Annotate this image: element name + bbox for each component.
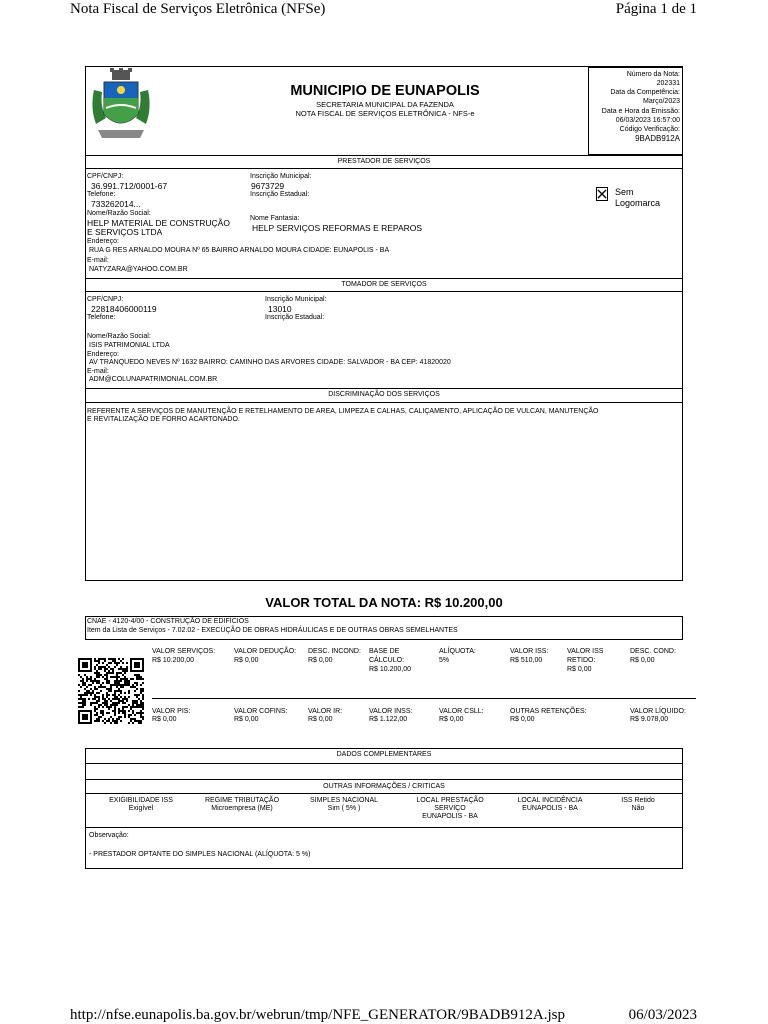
prestador-ie-label: Inscrição Estadual: xyxy=(250,191,310,198)
discriminacao-section-title: DISCRIMINAÇÃO DOS SERVIÇOS xyxy=(328,391,440,398)
tomador-im: 13010 xyxy=(268,304,292,314)
municipality-name: MUNICIPIO DE EUNAPOLIS xyxy=(290,83,480,99)
outras-info-title: OUTRAS INFORMAÇÕES / CRITICAS xyxy=(323,783,445,790)
prestador-razao-2: E SERVIÇOS LTDA xyxy=(87,227,163,237)
value-label-2: CÁLCULO: xyxy=(369,657,405,664)
dados-col-label: REGIME TRIBUTAÇÃO xyxy=(204,797,280,804)
prestador-endereco: RUA G RES ARNALDO MOURA Nº 65 BAIRRO ARNALDO MOURA CIDADE: EUNAPOLIS - BA xyxy=(89,247,390,254)
dados-col-value: EUNAPOLIS - BA xyxy=(422,813,478,820)
value-amount: R$ 0,00 xyxy=(630,657,655,664)
tomador-section-title: TOMADOR DE SERVIÇOS xyxy=(341,281,427,288)
dados-col-value: EUNAPOLIS - BA xyxy=(522,805,578,812)
note-number-label: Número da Nota: xyxy=(626,71,680,78)
prestador-im-label: Inscrição Municipal: xyxy=(250,173,312,180)
note-number: 202331 xyxy=(656,80,680,87)
no-logo-icon xyxy=(596,187,608,201)
municipal-coat-of-arms-logo xyxy=(88,68,154,152)
prestador-cpf: 36.991.712/0001-67 xyxy=(91,181,168,191)
prestador-cpf-label: CPF/CNPJ: xyxy=(87,173,124,180)
value-amount: R$ 0,00 xyxy=(234,716,259,723)
tomador-email: ADM@COLUNAPATRIMONIAL.COM.BR xyxy=(89,376,218,383)
tomador-im-label: Inscrição Municipal: xyxy=(265,296,327,303)
prestador-endereco-label: Endereço: xyxy=(87,238,119,245)
value-label: VALOR INSS: xyxy=(369,708,413,715)
prestador-section-title: PRESTADOR DE SERVIÇOS xyxy=(337,158,431,165)
value-label: VALOR DEDUÇÃO: xyxy=(234,648,297,655)
dados-col-label: EXIGIBILIDADE ISS xyxy=(109,797,173,804)
prestador-email: NATYZARA@YAHOO.COM.BR xyxy=(89,266,188,273)
value-label: ALÍQUOTA: xyxy=(439,648,476,655)
value-amount: 5% xyxy=(439,657,450,664)
divider xyxy=(86,388,682,389)
emission-label: Data e Hora da Emissão: xyxy=(601,108,680,115)
observacao-label: Observação: xyxy=(89,832,129,839)
divider xyxy=(86,155,682,156)
value-amount: R$ 510,00 xyxy=(510,657,543,664)
tomador-ie-label: Inscrição Estadual: xyxy=(265,314,325,321)
value-amount: R$ 0,00 xyxy=(308,657,333,664)
no-logo-text: Sem xyxy=(615,187,634,197)
value-amount: R$ 9.078,00 xyxy=(630,716,669,723)
browser-page-number: Página 1 de 1 xyxy=(615,1,697,17)
no-logo-text-2: Logomarca xyxy=(615,198,661,208)
value-amount: R$ 1.122,00 xyxy=(369,716,408,723)
cnae-line-1: CNAE - 4120-4/00 - CONSTRUÇÃO DE EDIFÍCIOS xyxy=(87,618,249,625)
competence-date: Março/2023 xyxy=(643,98,680,105)
cnae-line-2: Item da Lista de Serviços - 7.02.02 - EXECUÇÃO DE OBRAS HIDRÁULICAS E DE OUTRAS OBRAS SEMELHANTES xyxy=(87,627,458,634)
value-amount: R$ 0,00 xyxy=(152,716,177,723)
value-label: VALOR ISS xyxy=(567,648,604,655)
dados-col-label: ISS Retido xyxy=(621,797,655,804)
value-label: VALOR LÍQUIDO: xyxy=(630,708,686,715)
value-label: VALOR SERVIÇOS: xyxy=(152,648,216,655)
browser-footer-url: http://nfse.eunapolis.ba.gov.br/webrun/tmp/NFE_GENERATOR/9BADB912A.jsp xyxy=(70,1007,565,1023)
dados-col-value: Não xyxy=(631,805,645,812)
prestador-fantasia-label: Nome Fantasia: xyxy=(250,215,300,222)
prestador-fantasia: HELP SERVIÇOS REFORMAS E REPAROS xyxy=(252,223,423,233)
divider xyxy=(86,827,682,828)
nfse-title: NOTA FISCAL DE SERVIÇOS ELETRÔNICA - NFS-e xyxy=(295,109,475,118)
prestador-telefone-label: Telefone: xyxy=(87,191,116,198)
tomador-telefone-label: Telefone: xyxy=(87,314,116,321)
value-amount: R$ 0,00 xyxy=(439,716,464,723)
values-divider xyxy=(152,698,696,699)
tomador-razao-label: Nome/Razão Social: xyxy=(87,333,151,340)
divider xyxy=(86,402,682,403)
prestador-razao-1: HELP MATERIAL DE CONSTRUÇÃO xyxy=(87,218,230,228)
browser-page-title: Nota Fiscal de Serviços Eletrônica (NFSe) xyxy=(70,1,326,17)
value-label: DESC. COND: xyxy=(630,648,676,655)
value-amount: R$ 0,00 xyxy=(510,716,535,723)
value-label: VALOR PIS: xyxy=(152,708,191,715)
observacao-text: - PRESTADOR OPTANTE DO SIMPLES NACIONAL (ALÍQUOTA: 5 %) xyxy=(89,851,311,858)
competence-label: Data da Competência: xyxy=(610,89,680,96)
prestador-im: 9673729 xyxy=(251,181,285,191)
dados-col-value: Sim ( 5% ) xyxy=(327,805,361,812)
dados-section-title: DADOS COMPLEMENTARES xyxy=(336,751,432,758)
value-amount: R$ 10.200,00 xyxy=(152,657,195,664)
prestador-email-label: E-mail: xyxy=(87,257,109,264)
emission-datetime: 06/03/2023 16:57:00 xyxy=(615,117,680,124)
tomador-razao: ISIS PATRIMONIAL LTDA xyxy=(89,342,170,349)
value-label: VALOR CSLL: xyxy=(439,708,484,715)
dados-col-value: Exigível xyxy=(128,805,154,812)
qr-code xyxy=(78,658,144,724)
discriminacao-line-2: E REVITALIZAÇÃO DE FORRO ACARTONADO. xyxy=(87,416,240,423)
verification-code-label: Código Verificação: xyxy=(619,126,680,133)
value-label: VALOR COFINS: xyxy=(234,708,288,715)
value-amount: R$ 0,00 xyxy=(234,657,259,664)
value-label: OUTRAS RETENÇÕES: xyxy=(510,708,587,715)
tomador-cpf-label: CPF/CNPJ: xyxy=(87,296,124,303)
tomador-email-label: E-mail: xyxy=(87,368,109,375)
tomador-endereco: AV TRANQUEDO NEVES Nº 1632 BAIRRO: CAMINHO DAS ARVORES CIDADE: SALVADOR - BA CEP: 41820020 xyxy=(89,359,451,366)
divider xyxy=(86,291,682,292)
total-value: VALOR TOTAL DA NOTA: R$ 10.200,00 xyxy=(265,595,503,610)
dados-col-value: Microempresa (ME) xyxy=(211,805,273,812)
divider xyxy=(86,779,682,780)
dados-col-label: SIMPLES NACIONAL xyxy=(309,797,379,804)
value-amount: R$ 10.200,00 xyxy=(369,666,412,673)
value-label-2: RETIDO: xyxy=(567,657,596,664)
value-amount: R$ 0,00 xyxy=(308,716,333,723)
secretaria-name: SECRETARIA MUNICIPAL DA FAZENDA xyxy=(316,100,454,109)
verification-code: 9BADB912A xyxy=(635,134,680,143)
browser-footer-date: 06/03/2023 xyxy=(628,1007,697,1023)
tomador-cpf: 22818406000119 xyxy=(91,304,157,314)
value-label: VALOR IR: xyxy=(308,708,343,715)
prestador-razao-label: Nome/Razão Social: xyxy=(87,210,151,217)
tomador-endereco-label: Endereço: xyxy=(87,351,119,358)
discriminacao-line-1: REFERENTE A SERVIÇOS DE MANUTENÇÃO E RETELHAMENTO DE AREA, LIMPEZA E CALHAS, CALIÇAMENTO, APLICAÇÃO DE VULCAN, MANUTENÇÃO xyxy=(87,408,599,415)
dados-col-label: LOCAL PRESTAÇÃO xyxy=(416,797,484,804)
value-label: VALOR ISS: xyxy=(510,648,549,655)
value-label: BASE DE xyxy=(369,648,400,655)
divider xyxy=(86,278,682,279)
divider xyxy=(86,168,682,169)
value-amount: R$ 0,00 xyxy=(567,666,592,673)
dados-col-label: LOCAL INCIDÊNCIA xyxy=(517,797,583,804)
value-label: DESC. INCOND: xyxy=(308,648,361,655)
divider xyxy=(86,793,682,794)
dados-col-label-2: SERVIÇO xyxy=(434,805,466,812)
divider xyxy=(86,763,682,764)
prestador-telefone: 733262014... xyxy=(91,199,141,209)
